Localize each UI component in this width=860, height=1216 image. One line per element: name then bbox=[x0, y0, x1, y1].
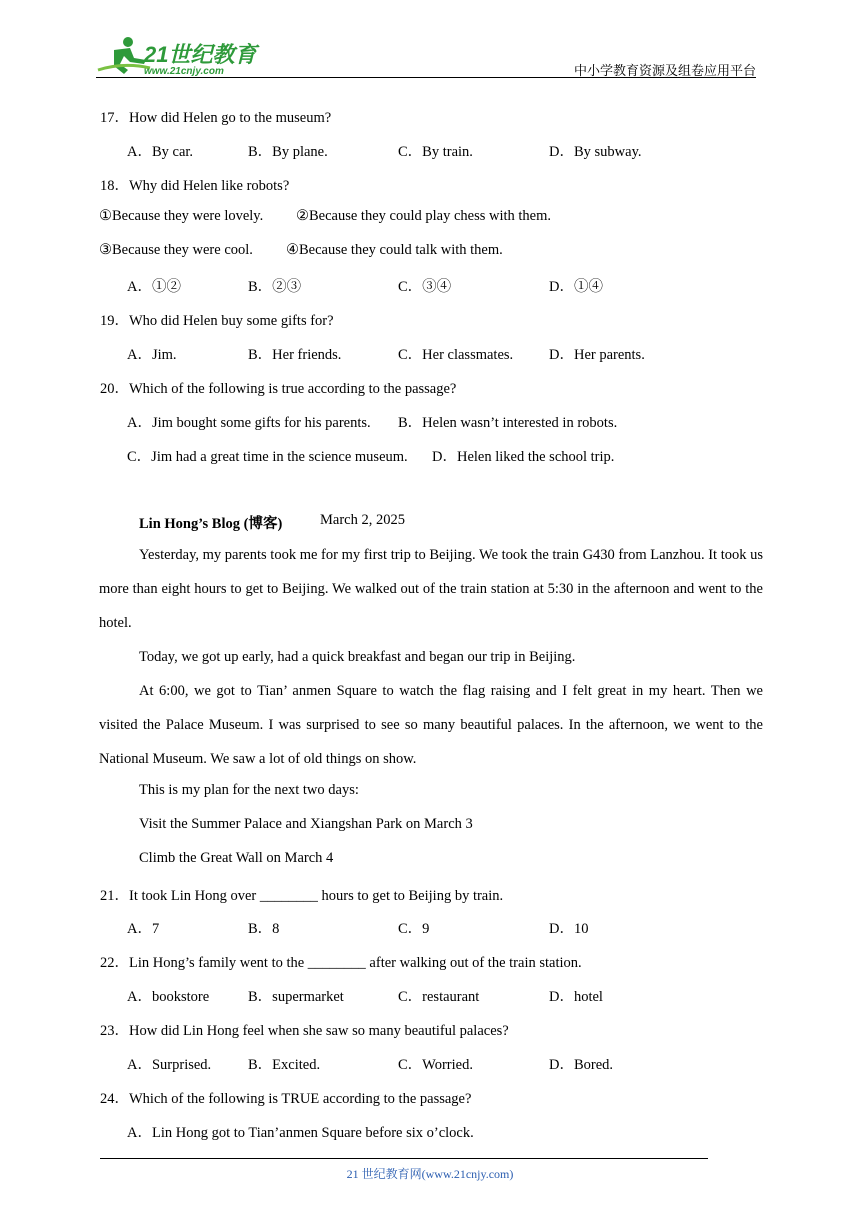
question-24-stem: 24．Which of the following is TRUE according to the passage? bbox=[100, 1091, 472, 1107]
question-19-stem: 19．Who did Helen buy some gifts for? bbox=[100, 313, 334, 329]
q19-option-b: B．Her friends. bbox=[248, 347, 342, 363]
q23-option-c: C．Worried. bbox=[398, 1057, 473, 1073]
q18-option-a: A．①② bbox=[127, 279, 181, 295]
logo-text: 21世纪教育 bbox=[144, 42, 257, 67]
question-18-stem: 18．Why did Helen like robots? bbox=[100, 178, 290, 194]
footer-divider bbox=[100, 1158, 708, 1159]
q19-option-a: A．Jim. bbox=[127, 347, 177, 363]
question-23-stem: 23．How did Lin Hong feel when she saw so many beautiful palaces? bbox=[100, 1023, 509, 1039]
footer-text: 21 世纪教育网(www.21cnjy.com) bbox=[346, 1167, 514, 1181]
q24-option-a: A．Lin Hong got to Tian’anmen Square before six o’clock. bbox=[127, 1125, 474, 1141]
q17-option-c: C．By train. bbox=[398, 144, 473, 160]
question-17-stem: 17．How did Helen go to the museum? bbox=[100, 110, 332, 126]
blog-title: Lin Hong’s Blog (博客) bbox=[139, 516, 283, 532]
q20-option-c: C．Jim had a great time in the science museum. bbox=[127, 449, 408, 465]
logo-url: www.21cnjy.com bbox=[144, 66, 224, 77]
q18-option-c: C．③④ bbox=[398, 279, 452, 295]
question-21-stem: 21．It took Lin Hong over ________ hours to get to Beijing by train. bbox=[100, 888, 504, 904]
blog-plan-intro: This is my plan for the next two days: bbox=[139, 782, 359, 798]
q17-option-d: D．By subway. bbox=[549, 144, 642, 160]
q20-option-a: A．Jim bought some gifts for his parents. bbox=[127, 415, 371, 431]
q19-option-d: D．Her parents. bbox=[549, 347, 645, 363]
q19-option-c: C．Her classmates. bbox=[398, 347, 514, 363]
q20-option-b: B．Helen wasn’t interested in robots. bbox=[398, 415, 618, 431]
q20-option-d: D．Helen liked the school trip. bbox=[432, 449, 615, 465]
q17-option-a: A．By car. bbox=[127, 144, 194, 160]
blog-plan-item-1: Visit the Summer Palace and Xiangshan Park on March 3 bbox=[139, 816, 473, 832]
q22-option-b: B．supermarket bbox=[248, 989, 344, 1005]
header-platform-text: 中小学教育资源及组卷应用平台 bbox=[573, 63, 756, 78]
header-divider bbox=[96, 77, 756, 78]
q18-choice-1: ①Because they were lovely. bbox=[99, 208, 264, 224]
q18-choice-2: ②Because they could play chess with them. bbox=[296, 208, 552, 224]
q22-option-d: D．hotel bbox=[549, 989, 603, 1005]
q18-choice-3: ③Because they were cool. bbox=[99, 242, 253, 258]
q17-option-b: B．By plane. bbox=[248, 144, 328, 160]
q23-option-b: B．Excited. bbox=[248, 1057, 321, 1073]
q22-option-a: A．bookstore bbox=[127, 989, 210, 1005]
question-20-stem: 20．Which of the following is true according to the passage? bbox=[100, 381, 457, 397]
blog-plan-item-2: Climb the Great Wall on March 4 bbox=[139, 850, 334, 866]
q22-option-c: C．restaurant bbox=[398, 989, 480, 1005]
logo bbox=[94, 34, 264, 78]
question-22-stem: 22．Lin Hong’s family went to the ________ after walking out of the train station. bbox=[100, 955, 582, 971]
q18-option-d: D．①④ bbox=[549, 279, 603, 295]
blog-paragraph-1: Yesterday, my parents took me for my first trip to Beijing. We took the train G430 from Lanzhou. It took us more than eight hours to get to Beijing. We walked out of the train station at 5:30 in the afternoon and went to the hotel. bbox=[99, 547, 763, 631]
blog-paragraph-2: Today, we got up early, had a quick breakfast and began our trip in Beijing. bbox=[139, 649, 576, 665]
q18-choice-4: ④Because they could talk with them. bbox=[286, 242, 503, 258]
q21-option-a: A．7 bbox=[127, 921, 160, 937]
q18-option-b: B．②③ bbox=[248, 279, 302, 295]
q21-option-d: D．10 bbox=[549, 921, 589, 937]
blog-paragraph-3: At 6:00, we got to Tian’ anmen Square to watch the flag raising and I felt great in my heart. Then we visited the Palace Museum. I was surprised to see so many beautiful palaces. In the afternoon, we went to the National Museum. We saw a lot of old things on show. bbox=[99, 683, 763, 767]
blog-date: March 2, 2025 bbox=[320, 512, 405, 528]
logo-graphic bbox=[94, 34, 264, 78]
q23-option-d: D．Bored. bbox=[549, 1057, 614, 1073]
q21-option-c: C．9 bbox=[398, 921, 430, 937]
q23-option-a: A．Surprised. bbox=[127, 1057, 212, 1073]
q21-option-b: B．8 bbox=[248, 921, 280, 937]
